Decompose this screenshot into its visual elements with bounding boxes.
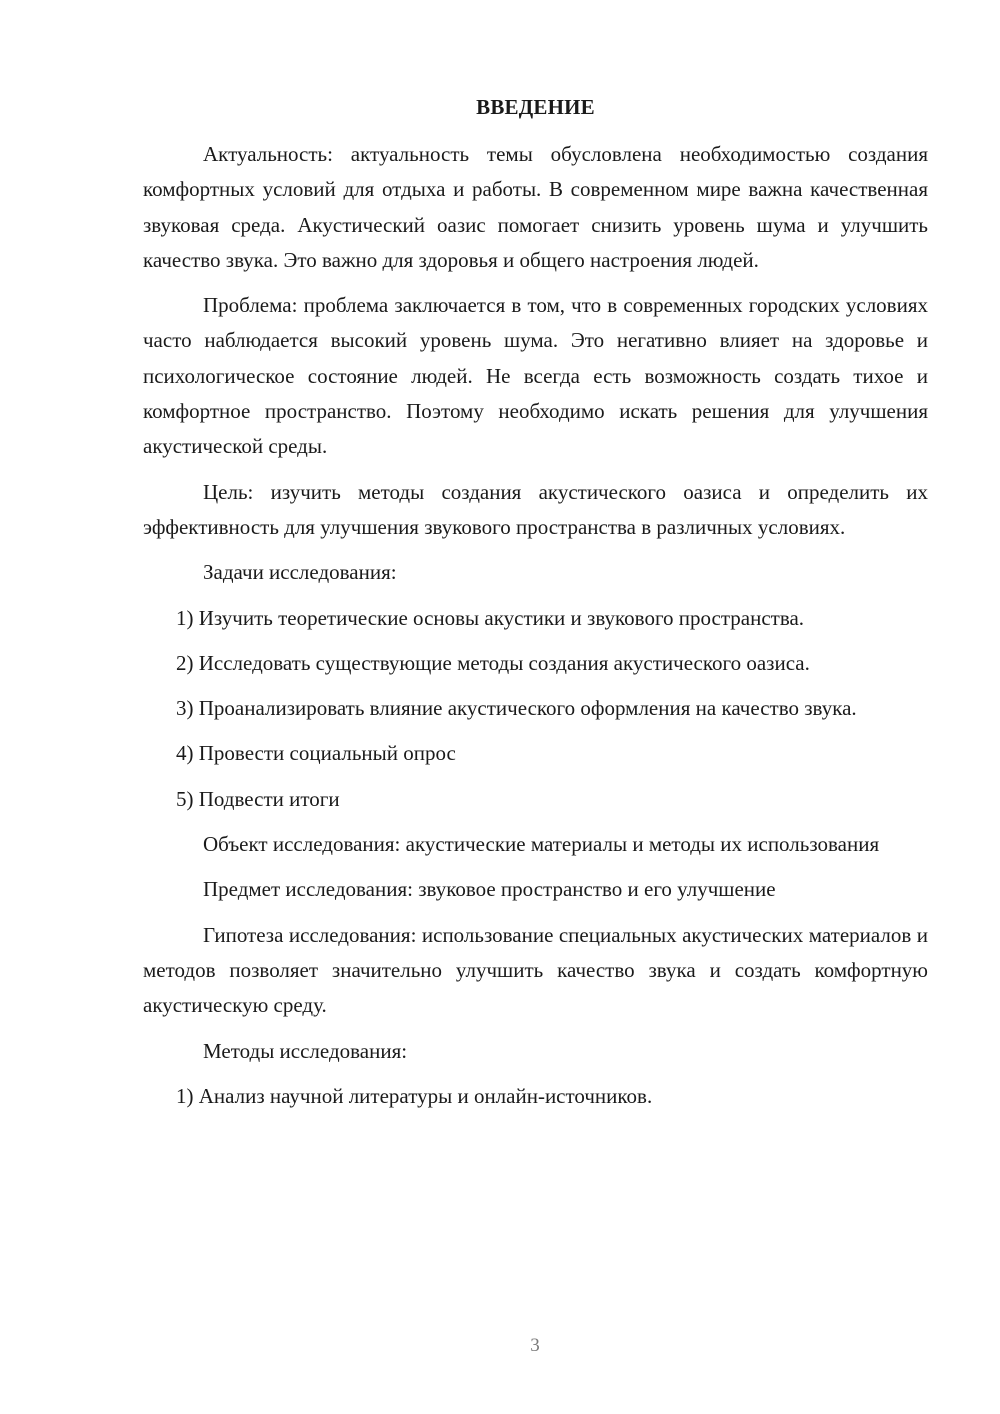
relevance-paragraph: Актуальность: актуальность темы обусловлена необходимостью создания комфортных условий для отдыха и работы. В современном мире важна качественная звуковая среда. Акустический оазис помогает снизить уровень шума и улучшить качество звука. Это важно для здоровья и общего настроения людей. <box>143 142 928 272</box>
section-title: ВВЕДЕНИЕ <box>476 95 595 119</box>
task-item: 1) Изучить теоретические основы акустики и звукового пространства. <box>176 605 805 630</box>
hypothesis-paragraph: Гипотеза исследования: использование специальных акустических материалов и методов позволяет значительно улучшить качество звука и создать комфортную акустическую среду. <box>143 922 928 1018</box>
document-page <box>143 90 928 1124</box>
method-item: 1) Анализ научной литературы и онлайн-источников. <box>176 1083 653 1108</box>
object-paragraph: Объект исследования: акустические материалы и методы их использования <box>203 832 880 857</box>
task-item: 5) Подвести итоги <box>176 786 340 811</box>
goal-paragraph: Цель: изучить методы создания акустического оазиса и определить их эффективность для улучшения звукового пространства в различных условиях. <box>143 479 928 539</box>
subject-paragraph: Предмет исследования: звуковое пространство и его улучшение <box>203 877 776 902</box>
methods-heading: Методы исследования: <box>203 1038 408 1063</box>
tasks-heading: Задачи исследования: <box>203 560 397 585</box>
problem-paragraph: Проблема: проблема заключается в том, что в современных городских условиях часто наблюдается высокий уровень шума. Это негативно влияет на здоровье и психологическое состояние людей. Не всегда есть возможность создать тихое и комфортное пространство. Поэтому необходимо искать решения для улучшения акустической среды. <box>143 293 928 459</box>
task-item: 4) Провести социальный опрос <box>176 741 456 766</box>
task-item: 2) Исследовать существующие методы создания акустического оазиса. <box>176 650 810 675</box>
page-number: 3 <box>530 1335 540 1356</box>
task-item: 3) Проанализировать влияние акустического оформления на качество звука. <box>176 696 857 721</box>
